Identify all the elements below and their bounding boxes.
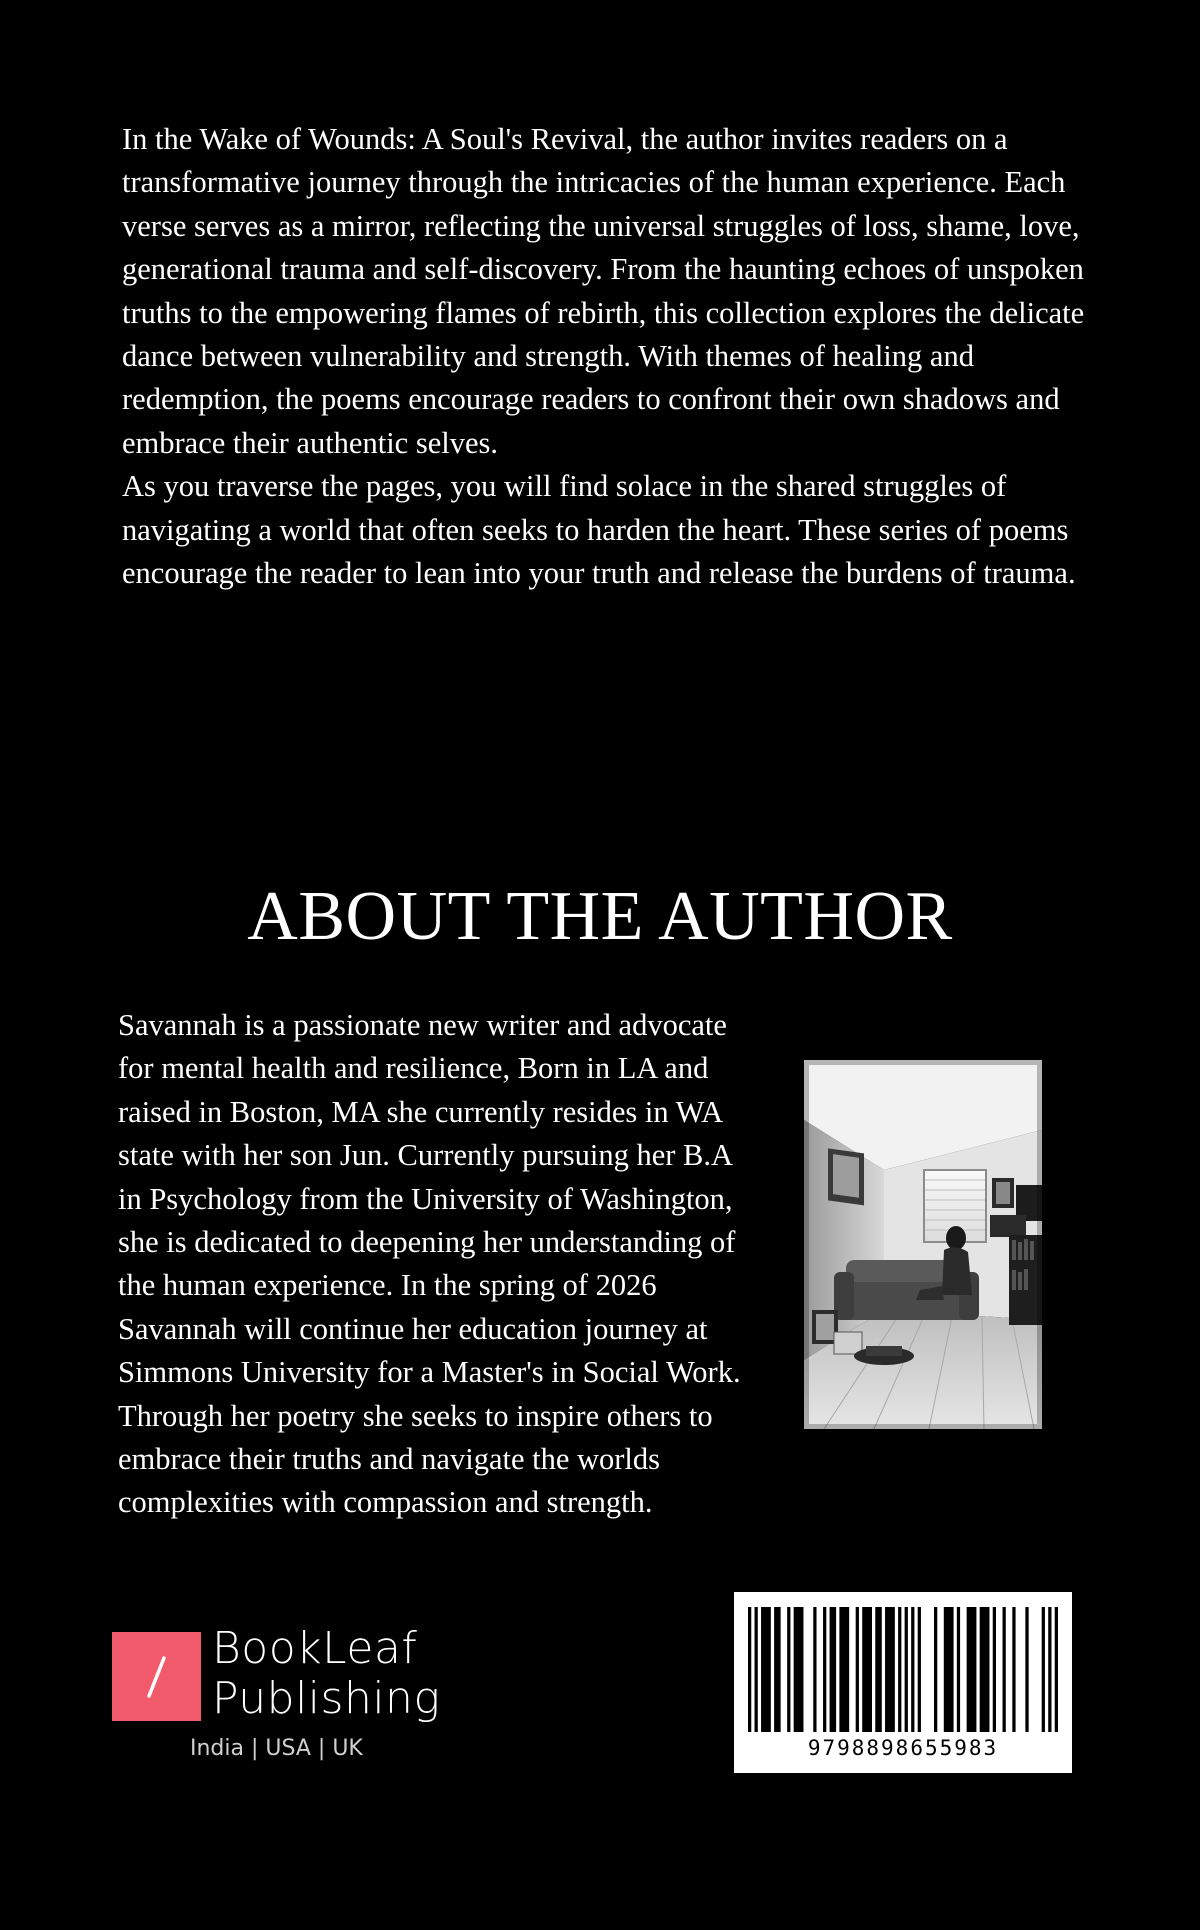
barcode-bar xyxy=(898,1607,901,1732)
barcode-bar xyxy=(944,1607,954,1732)
barcode-bar xyxy=(1048,1607,1051,1732)
barcode-bar xyxy=(1003,1607,1006,1732)
barcode-bar xyxy=(839,1607,849,1732)
barcode-bar xyxy=(761,1607,771,1732)
barcode-bar xyxy=(862,1607,872,1732)
barcode-bar xyxy=(905,1607,908,1732)
barcode-bar xyxy=(911,1607,914,1732)
barcode-bar xyxy=(934,1607,937,1732)
barcode-bar xyxy=(957,1607,960,1732)
author-photo xyxy=(804,1060,1042,1429)
barcode-bar xyxy=(830,1607,837,1732)
author-bio: Savannah is a passionate new writer and advocate for mental health and resilience, Born in LA and raised in Boston, MA she currently resides in WA state with her son Jun. Currently pursuing her B.A in Psychology from the University of Washington, she is dedicated to deepening her understanding of the human experience. In the spring of 2026 Savannah will continue her education journey at Simmons University for a Master's in Social Work. Through her poetry she seeks to inspire others to embrace their truths and navigate the worlds complexities with compassion and strength. xyxy=(118,1008,741,1520)
barcode-bar xyxy=(748,1607,751,1732)
barcode-bar xyxy=(885,1607,895,1732)
barcode-bar xyxy=(813,1607,816,1732)
publisher-regions: India | USA | UK xyxy=(190,1736,363,1761)
barcode-bar xyxy=(875,1607,882,1732)
barcode-bar xyxy=(1055,1607,1058,1732)
barcode-bar xyxy=(993,1607,996,1732)
barcode-bar xyxy=(794,1607,804,1732)
barcode-bars xyxy=(748,1607,1058,1732)
description-paragraph: In the Wake of Wounds: A Soul's Revival, the author invites readers on a transformative journey through the intricacies of the human experience. Each verse serves as a mirror, reflecting the universal struggles of loss, shame, love, generational trauma and self-discovery. From the haunting echoes of unspoken truths to the empowering flames of rebirth, this collection explores the delicate dance between vulnerability and strength. With themes of healing and redemption, the poems encourage readers to confront their own shadows and embrace their authentic selves. xyxy=(122,122,1085,460)
description-paragraph: As you traverse the pages, you will find solace in the shared struggles of navigating a world that often seeks to harden the heart. These series of poems encourage the reader to lean into your truth and release the burdens of trauma. xyxy=(122,469,1076,591)
slash-icon xyxy=(112,1632,201,1721)
isbn-barcode xyxy=(734,1592,1072,1773)
barcode-bar xyxy=(918,1607,921,1732)
barcode-bar xyxy=(774,1607,781,1732)
publisher-name-line: BookLeaf xyxy=(212,1623,418,1674)
barcode-bar xyxy=(1042,1607,1045,1732)
barcode-bar xyxy=(823,1607,826,1732)
barcode-bar xyxy=(967,1607,977,1732)
barcode-bar xyxy=(755,1607,758,1732)
barcode-bar xyxy=(980,1607,990,1732)
about-the-author-heading: ABOUT THE AUTHOR xyxy=(247,878,953,955)
publisher-name-line: Publishing xyxy=(212,1673,441,1724)
barcode-bar xyxy=(1025,1607,1028,1732)
book-description xyxy=(122,118,1102,595)
barcode-bar xyxy=(787,1607,790,1732)
isbn-number: 9798898655983 xyxy=(807,1736,999,1760)
barcode-bar xyxy=(856,1607,859,1732)
barcode-bar xyxy=(1012,1607,1015,1732)
publisher-logo xyxy=(112,1623,452,1770)
publisher-name xyxy=(212,1624,440,1724)
